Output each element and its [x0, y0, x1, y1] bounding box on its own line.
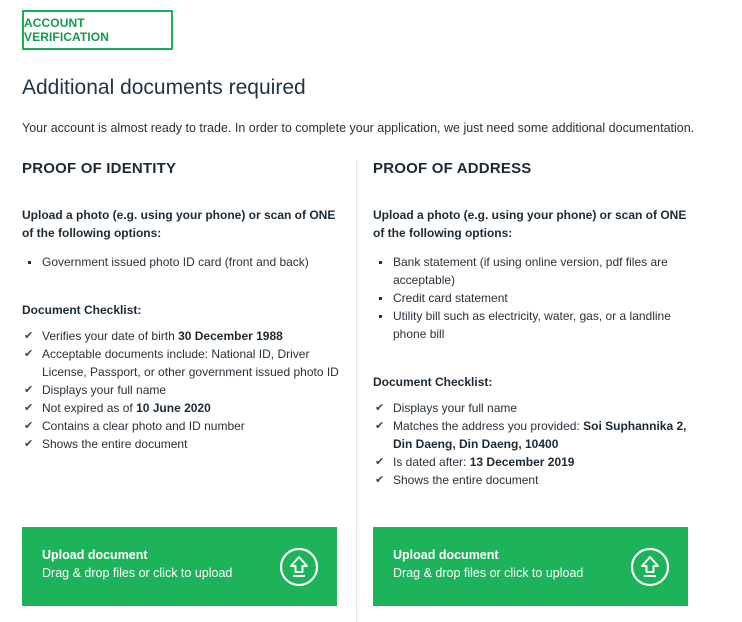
check-icon: ✔ — [24, 348, 34, 360]
address-check-match — [373, 417, 693, 453]
identity-options-list — [22, 253, 342, 271]
full-name-text: Displays your full name — [393, 401, 518, 415]
identity-instruction-line-1: Upload a photo (e.g. using your phone) or scan of ONE — [22, 208, 336, 222]
upload-title: Upload document — [393, 548, 499, 562]
expiry-value: 10 June 2020 — [136, 401, 211, 415]
address-instruction — [373, 206, 693, 242]
check-icon: ✔ — [24, 330, 34, 342]
proof-of-identity-section — [22, 160, 342, 453]
identity-checklist — [22, 327, 342, 453]
address-option-item: Credit card statement — [373, 289, 693, 307]
check-icon: ✔ — [24, 420, 34, 432]
check-icon: ✔ — [375, 474, 385, 486]
identity-upload-button[interactable] — [22, 527, 337, 606]
identity-checklist-title: Document Checklist: — [22, 303, 142, 317]
address-heading: PROOF OF ADDRESS — [373, 160, 532, 177]
identity-check-full-name — [22, 381, 342, 399]
identity-option-item: Government issued photo ID card (front and back) — [22, 253, 342, 271]
check-icon: ✔ — [375, 402, 385, 414]
address-match-label: Matches the address you provided: — [393, 419, 584, 433]
address-option-item: Bank statement (if using online version, pdf files are acceptable) — [373, 253, 693, 289]
full-name-text: Displays your full name — [42, 383, 167, 397]
address-option-item: Utility bill such as electricity, water, gas, or a landline phone bill — [373, 307, 693, 343]
identity-check-clear-photo — [22, 417, 342, 435]
upload-arrow-icon[interactable] — [630, 547, 670, 587]
identity-check-entire — [22, 435, 342, 453]
entire-document-text: Shows the entire document — [42, 437, 188, 451]
upload-subtitle: Drag & drop files or click to upload — [42, 566, 233, 580]
acceptable-docs-text: Acceptable documents include: National ID, Driver License, Passport, or other government issued photo ID — [42, 347, 339, 379]
check-icon: ✔ — [375, 420, 385, 432]
identity-check-expiry — [22, 399, 342, 417]
identity-heading: PROOF OF IDENTITY — [22, 160, 177, 177]
check-icon: ✔ — [375, 456, 385, 468]
dob-value: 30 December 1988 — [178, 329, 283, 343]
identity-check-acceptable — [22, 345, 342, 381]
address-instruction-line-2: of the following options: — [373, 226, 513, 240]
identity-check-dob — [22, 327, 342, 345]
identity-instruction-line-2: of the following options: — [22, 226, 162, 240]
clear-photo-text: Contains a clear photo and ID number — [42, 419, 245, 433]
address-checklist — [373, 399, 693, 489]
account-verification-badge: ACCOUNT VERIFICATION — [22, 10, 173, 50]
dob-label: Verifies your date of birth — [42, 329, 179, 343]
proof-of-address-section — [373, 160, 693, 489]
check-icon: ✔ — [24, 384, 34, 396]
address-check-dated — [373, 453, 693, 471]
check-icon: ✔ — [24, 438, 34, 450]
address-options-list — [373, 253, 693, 343]
upload-arrow-icon[interactable] — [279, 547, 319, 587]
address-checklist-title: Document Checklist: — [373, 375, 493, 389]
upload-subtitle: Drag & drop files or click to upload — [393, 566, 584, 580]
dated-label: Is dated after: — [393, 455, 470, 469]
address-instruction-line-1: Upload a photo (e.g. using your phone) or scan of ONE — [373, 208, 687, 222]
dated-value: 13 December 2019 — [469, 455, 575, 469]
check-icon: ✔ — [24, 402, 34, 414]
intro-text: Your account is almost ready to trade. In order to complete your application, we just need some additional documentation. — [22, 121, 695, 135]
address-value: Soi Suphannika 2, Din Daeng, Din Daeng, 10400 — [393, 419, 687, 451]
column-divider — [356, 160, 357, 622]
expiry-label: Not expired as of — [42, 401, 137, 415]
page-title: Additional documents required — [22, 76, 306, 99]
identity-instruction — [22, 206, 342, 242]
address-check-full-name — [373, 399, 693, 417]
upload-title: Upload document — [42, 548, 148, 562]
address-check-entire — [373, 471, 693, 489]
address-upload-button[interactable] — [373, 527, 688, 606]
entire-document-text: Shows the entire document — [393, 473, 539, 487]
